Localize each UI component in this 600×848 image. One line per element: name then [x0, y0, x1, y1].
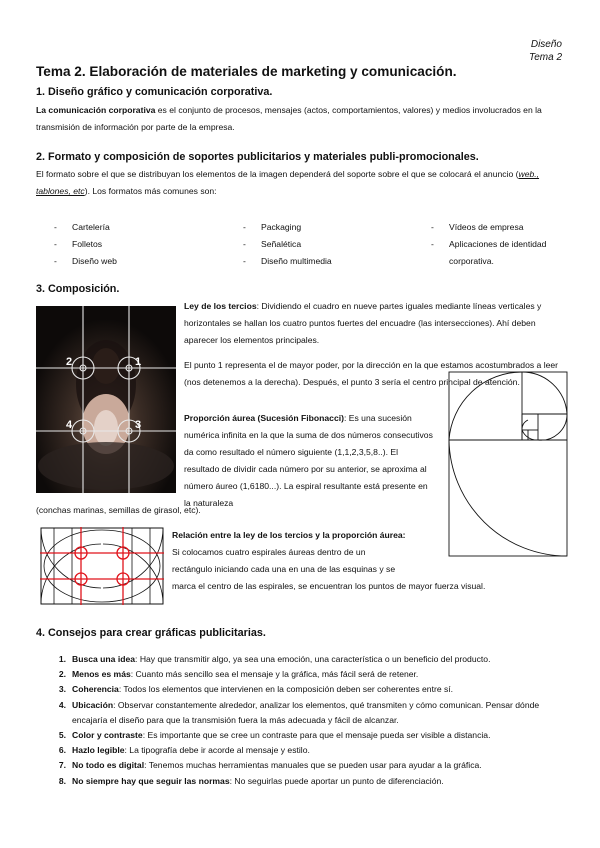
item-term: Color y contraste [72, 730, 143, 741]
section-1-heading: 1. Diseño gráfico y comunicación corporativa. [36, 86, 273, 98]
item-text: : Tenemos muchas herramientas manuales que se pueden usar para ayudar a la gráfica. [144, 760, 482, 771]
header-topic: Tema 2 [529, 52, 562, 63]
rule-of-thirds-text [184, 298, 564, 349]
item-number: 2. [58, 669, 66, 680]
header-subject: Diseño [530, 39, 562, 50]
tips-list [52, 652, 572, 789]
item-number: 3. [58, 684, 66, 695]
thirds-golden-diagram [40, 527, 164, 605]
item-text: : Observar constantemente alrededor, analizar los elementos, qué transmiten y cómo comunican. Pensar dónde encajaría el diseño para que la transmisión fuera la más adecuada y fácil de alcanzar. [72, 699, 540, 725]
section-2-body-a: El formato sobre el que se distribuyan los elementos de la imagen dependerá del soporte sobre el que se colocará el anuncio ( [36, 169, 519, 179]
rule-of-thirds-body: : Dividiendo el cuadro en nueve partes iguales mediante líneas verticales y horizontales se hallan los cuatro puntos fuertes del encuadre (las intersecciones). Ahí deben aparecer los elementos principales. [184, 301, 542, 345]
item-number: 8. [58, 775, 66, 786]
list-item [52, 774, 572, 789]
section-2-italic: web., tablones, etc [36, 169, 540, 196]
relation-term: Relación entre la ley de los tercios y la proporción áurea: [172, 530, 406, 540]
item-number: 6. [58, 745, 66, 756]
item-text: : Hay que transmitir algo, ya sea una emoción, una característica o un beneficio del producto. [135, 654, 491, 664]
list-item: - Vídeos de empresa [431, 219, 581, 236]
thirds-point-3: 3 [135, 419, 142, 431]
golden-ratio-text [184, 410, 434, 512]
list-item [52, 728, 572, 743]
item-text: : Es importante que se cree un contraste para que el mensaje pueda ser visible a distancia. [142, 730, 491, 741]
page-title: Tema 2. Elaboración de materiales de marketing y comunicación. [36, 64, 457, 79]
item-term: Hazlo legible [72, 745, 125, 756]
list-item: - Señalética [243, 236, 413, 253]
golden-ratio-body: : Es una sucesión numérica infinita en la que la suma de dos números consecutivos da como resultado el número siguiente (1,1,2,3,5,8..). El resultado de dividir cada número por su anterior, se aproxima al número áureo (1,6180...). La espiral resultante está presente en la naturaleza [184, 413, 433, 508]
thirds-point-4: 4 [66, 419, 73, 431]
section-2-heading: 2. Formato y composición de soportes publicitarios y materiales publi-promocionales. [36, 151, 479, 163]
relation-line-1: Si colocamos cuatro espirales áureas dentro de un [172, 547, 366, 557]
list-item: - Diseño multimedia [243, 253, 413, 270]
formats-column-2 [243, 219, 413, 270]
list-item [52, 743, 572, 758]
item-text: : Cuanto más sencillo sea el mensaje y la gráfica, más fácil será de retener. [130, 669, 419, 680]
list-item [52, 667, 572, 682]
section-2-body-b: ). Los formatos más comunes son: [84, 186, 217, 196]
item-term: Busca una idea [72, 654, 136, 664]
section-3-heading: 3. Composición. [36, 283, 120, 295]
list-item [52, 652, 572, 667]
section-4-heading: 4. Consejos para crear gráficas publicitarias. [36, 627, 266, 639]
item-term: No siempre hay que seguir las normas [72, 775, 230, 786]
relation-line-3: marca el centro de las espirales, se encuentran los puntos de mayor fuerza visual. [172, 581, 486, 591]
combined-spirals-drawing [40, 527, 164, 605]
formats-column-3 [431, 219, 581, 270]
list-item [431, 236, 581, 270]
item-term: Coherencia [72, 684, 119, 695]
item-number: 5. [58, 730, 66, 741]
list-item: - Packaging [243, 219, 413, 236]
list-item: - Diseño web [54, 253, 224, 270]
section-1-body: es el conjunto de procesos, mensajes (actos, comportamientos, valores) y medios involucrados en la transmisión de información por parte de la empresa. [36, 105, 542, 132]
list-item [52, 758, 572, 773]
item-term: No todo es digital [72, 760, 145, 771]
list-item: - Cartelería [54, 219, 224, 236]
formats-column-1 [54, 219, 224, 270]
rule-of-thirds-term: Ley de los tercios [184, 301, 257, 311]
list-item-line1: Aplicaciones de identidad [449, 239, 547, 249]
item-number: 1. [58, 654, 66, 664]
rule-of-thirds-photo [36, 306, 176, 493]
page-header [529, 38, 562, 64]
relation-line-2: rectángulo iniciando cada una en una de las esquinas y se [172, 564, 396, 574]
section-1-text [36, 102, 564, 136]
item-text: : No seguirlas puede aportar un punto de diferenciación. [229, 775, 444, 786]
list-item-line2: corporativa. [449, 256, 494, 266]
item-text: : Todos los elementos que intervienen en la composición deben ser coherentes entre sí. [118, 684, 454, 695]
photo-illustration [36, 306, 176, 493]
list-item: - Folletos [54, 236, 224, 253]
thirds-point-2: 2 [66, 356, 73, 368]
section-1-bold: La comunicación corporativa [36, 105, 156, 115]
thirds-point-1: 1 [135, 356, 142, 368]
list-item [52, 698, 572, 728]
item-text: : La tipografía debe ir acorde al mensaje y estilo. [124, 745, 310, 756]
item-number: 7. [58, 760, 66, 771]
thirds-golden-relation [172, 527, 572, 595]
section-2-text [36, 166, 564, 200]
item-term: Menos es más [72, 669, 131, 680]
golden-ratio-continuation: (conchas marinas, semillas de girasol, etc). [36, 505, 201, 515]
list-item [52, 682, 572, 697]
item-number: 4. [58, 699, 66, 710]
item-term: Ubicación [72, 699, 114, 710]
golden-ratio-term: Proporción áurea (Sucesión Fibonacci) [184, 413, 344, 423]
point-explanation: El punto 1 representa el de mayor poder, por la dirección en la que estamos acostumbrados a leer (nos detenemos a la derecha). Después, el punto 3 sería el centro principal de atención. [184, 360, 559, 387]
